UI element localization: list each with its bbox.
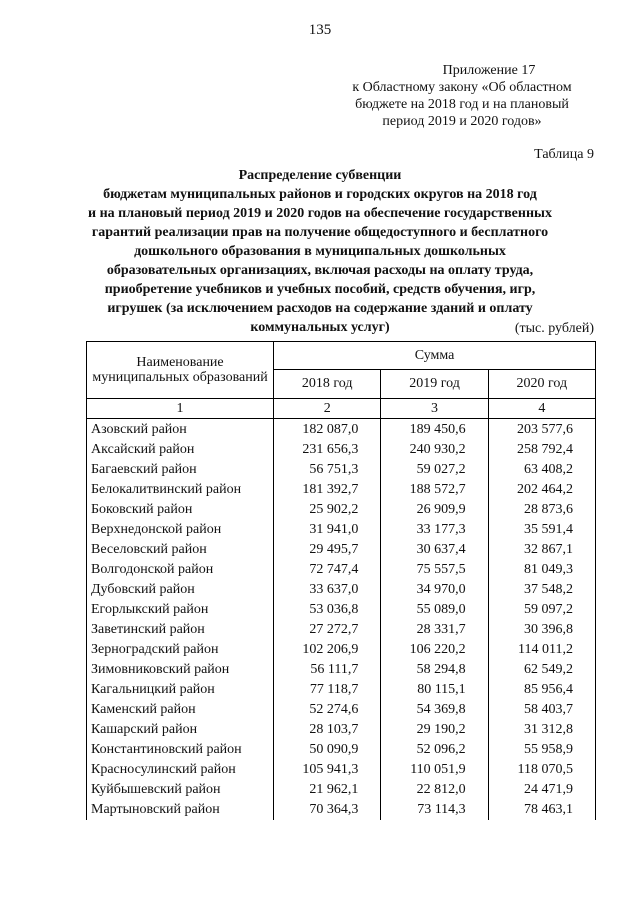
cell-amount-2019: 30 637,4 [381,540,488,560]
cell-amount-2020: 81 049,3 [488,560,595,580]
cell-amount-2019: 59 027,2 [381,460,488,480]
document-title [72,166,568,337]
table-row [87,740,596,760]
table-row [87,700,596,720]
cell-amount-2020: 114 011,2 [488,640,595,660]
cell-amount-2018: 53 036,8 [274,600,381,620]
cell-amount-2020: 202 464,2 [488,480,595,500]
cell-amount-2020: 31 312,8 [488,720,595,740]
cell-amount-2020: 63 408,2 [488,460,595,480]
table-row [87,520,596,540]
cell-amount-2019: 22 812,0 [381,780,488,800]
cell-amount-2018: 29 495,7 [274,540,381,560]
cell-amount-2018: 231 656,3 [274,440,381,460]
cell-amount-2019: 33 177,3 [381,520,488,540]
cell-amount-2018: 56 751,3 [274,460,381,480]
table-row [87,760,596,780]
table-row [87,780,596,800]
appendix-reference [332,62,592,130]
cell-amount-2018: 28 103,7 [274,720,381,740]
units-label: (тыс. рублей) [514,321,594,336]
cell-municipality: Боковский район [87,500,274,520]
page-number: 135 [308,22,332,38]
appendix-line: Приложение 17 [442,63,536,78]
table-row [87,419,596,441]
cell-amount-2019: 58 294,8 [381,660,488,680]
cell-amount-2020: 24 471,9 [488,780,595,800]
cell-amount-2020: 78 463,1 [488,800,595,820]
cell-municipality: Куйбышевский район [87,780,274,800]
table-row [87,460,596,480]
cell-amount-2020: 30 396,8 [488,620,595,640]
cell-amount-2020: 55 958,9 [488,740,595,760]
title-line: Распределение субвенции [238,168,402,183]
table-row [87,440,596,460]
table-row [87,600,596,620]
cell-municipality: Верхнедонской район [87,520,274,540]
cell-municipality: Дубовский район [87,580,274,600]
column-number: 3 [381,399,488,419]
cell-amount-2019: 73 114,3 [381,800,488,820]
column-number: 1 [87,399,274,419]
cell-amount-2019: 110 051,9 [381,760,488,780]
cell-amount-2020: 203 577,6 [488,419,595,441]
header-year-2019: 2019 год [381,370,488,399]
cell-amount-2019: 55 089,0 [381,600,488,620]
cell-amount-2020: 258 792,4 [488,440,595,460]
cell-amount-2020: 118 070,5 [488,760,595,780]
cell-municipality: Заветинский район [87,620,274,640]
table-row [87,620,596,640]
cell-amount-2018: 181 392,7 [274,480,381,500]
cell-amount-2018: 31 941,0 [274,520,381,540]
cell-amount-2018: 33 637,0 [274,580,381,600]
title-line: игрушек (за исключением расходов на содержание зданий и оплату [107,301,533,316]
cell-amount-2019: 26 909,9 [381,500,488,520]
cell-municipality: Кашарский район [87,720,274,740]
cell-amount-2019: 106 220,2 [381,640,488,660]
cell-amount-2019: 188 572,7 [381,480,488,500]
cell-municipality: Мартыновский район [87,800,274,820]
cell-municipality: Кагальницкий район [87,680,274,700]
cell-municipality: Волгодонской район [87,560,274,580]
cell-amount-2018: 52 274,6 [274,700,381,720]
title-line: гарантий реализации прав на получение общедоступного и бесплатного [91,225,549,240]
cell-amount-2019: 29 190,2 [381,720,488,740]
cell-municipality: Белокалитвинский район [87,480,274,500]
appendix-line: бюджете на 2018 год и на плановый [355,97,569,112]
cell-amount-2018: 72 747,4 [274,560,381,580]
cell-amount-2018: 102 206,9 [274,640,381,660]
table-row [87,680,596,700]
cell-municipality: Каменский район [87,700,274,720]
cell-amount-2018: 56 111,7 [274,660,381,680]
header-sum: Сумма [274,342,596,370]
cell-municipality: Аксайский район [87,440,274,460]
cell-amount-2019: 52 096,2 [381,740,488,760]
cell-amount-2019: 28 331,7 [381,620,488,640]
title-line: бюджетам муниципальных районов и городских округов на 2018 год [103,187,537,202]
cell-amount-2019: 80 115,1 [381,680,488,700]
cell-amount-2019: 75 557,5 [381,560,488,580]
cell-amount-2020: 35 591,4 [488,520,595,540]
cell-amount-2018: 21 962,1 [274,780,381,800]
cell-amount-2018: 25 902,2 [274,500,381,520]
cell-amount-2020: 58 403,7 [488,700,595,720]
table-row [87,580,596,600]
cell-municipality: Веселовский район [87,540,274,560]
appendix-line: к Областному закону «Об областном [352,80,572,95]
title-line: приобретение учебников и учебных пособий, средств обучения, игр, [104,282,536,297]
title-line: коммунальных услуг) [250,320,390,335]
cell-amount-2020: 59 097,2 [488,600,595,620]
cell-amount-2020: 62 549,2 [488,660,595,680]
subsidy-table [86,341,596,820]
cell-municipality: Зерноградский район [87,640,274,660]
title-line: и на плановый период 2019 и 2020 годов на обеспечение государственных [88,206,552,221]
appendix-line: период 2019 и 2020 годов» [382,114,542,129]
table-row [87,500,596,520]
cell-amount-2020: 37 548,2 [488,580,595,600]
column-number: 2 [274,399,381,419]
table-body [87,419,596,821]
cell-amount-2019: 189 450,6 [381,419,488,441]
cell-municipality: Егорлыкский район [87,600,274,620]
cell-municipality: Красносулинский район [87,760,274,780]
cell-amount-2020: 32 867,1 [488,540,595,560]
cell-amount-2018: 27 272,7 [274,620,381,640]
cell-municipality: Багаевский район [87,460,274,480]
title-line: образовательных организациях, включая расходы на оплату труда, [106,263,534,278]
header-year-2020: 2020 год [488,370,595,399]
cell-amount-2019: 240 930,2 [381,440,488,460]
table-row [87,800,596,820]
cell-municipality: Константиновский район [87,740,274,760]
table-row [87,640,596,660]
cell-amount-2018: 105 941,3 [274,760,381,780]
header-name: Наименование муниципальных образований [87,342,274,399]
cell-amount-2019: 54 369,8 [381,700,488,720]
cell-amount-2019: 34 970,0 [381,580,488,600]
cell-municipality: Зимовниковский район [87,660,274,680]
cell-amount-2018: 50 090,9 [274,740,381,760]
cell-amount-2018: 77 118,7 [274,680,381,700]
column-number: 4 [488,399,595,419]
header-year-2018: 2018 год [274,370,381,399]
cell-amount-2020: 85 956,4 [488,680,595,700]
cell-municipality: Азовский район [87,419,274,441]
title-line: дошкольного образования в муниципальных дошкольных [134,244,506,259]
table-row [87,540,596,560]
table-row [87,660,596,680]
table-row [87,560,596,580]
cell-amount-2018: 182 087,0 [274,419,381,441]
cell-amount-2020: 28 873,6 [488,500,595,520]
table-label: Таблица 9 [534,147,594,162]
table-row [87,720,596,740]
cell-amount-2018: 70 364,3 [274,800,381,820]
table-row [87,480,596,500]
